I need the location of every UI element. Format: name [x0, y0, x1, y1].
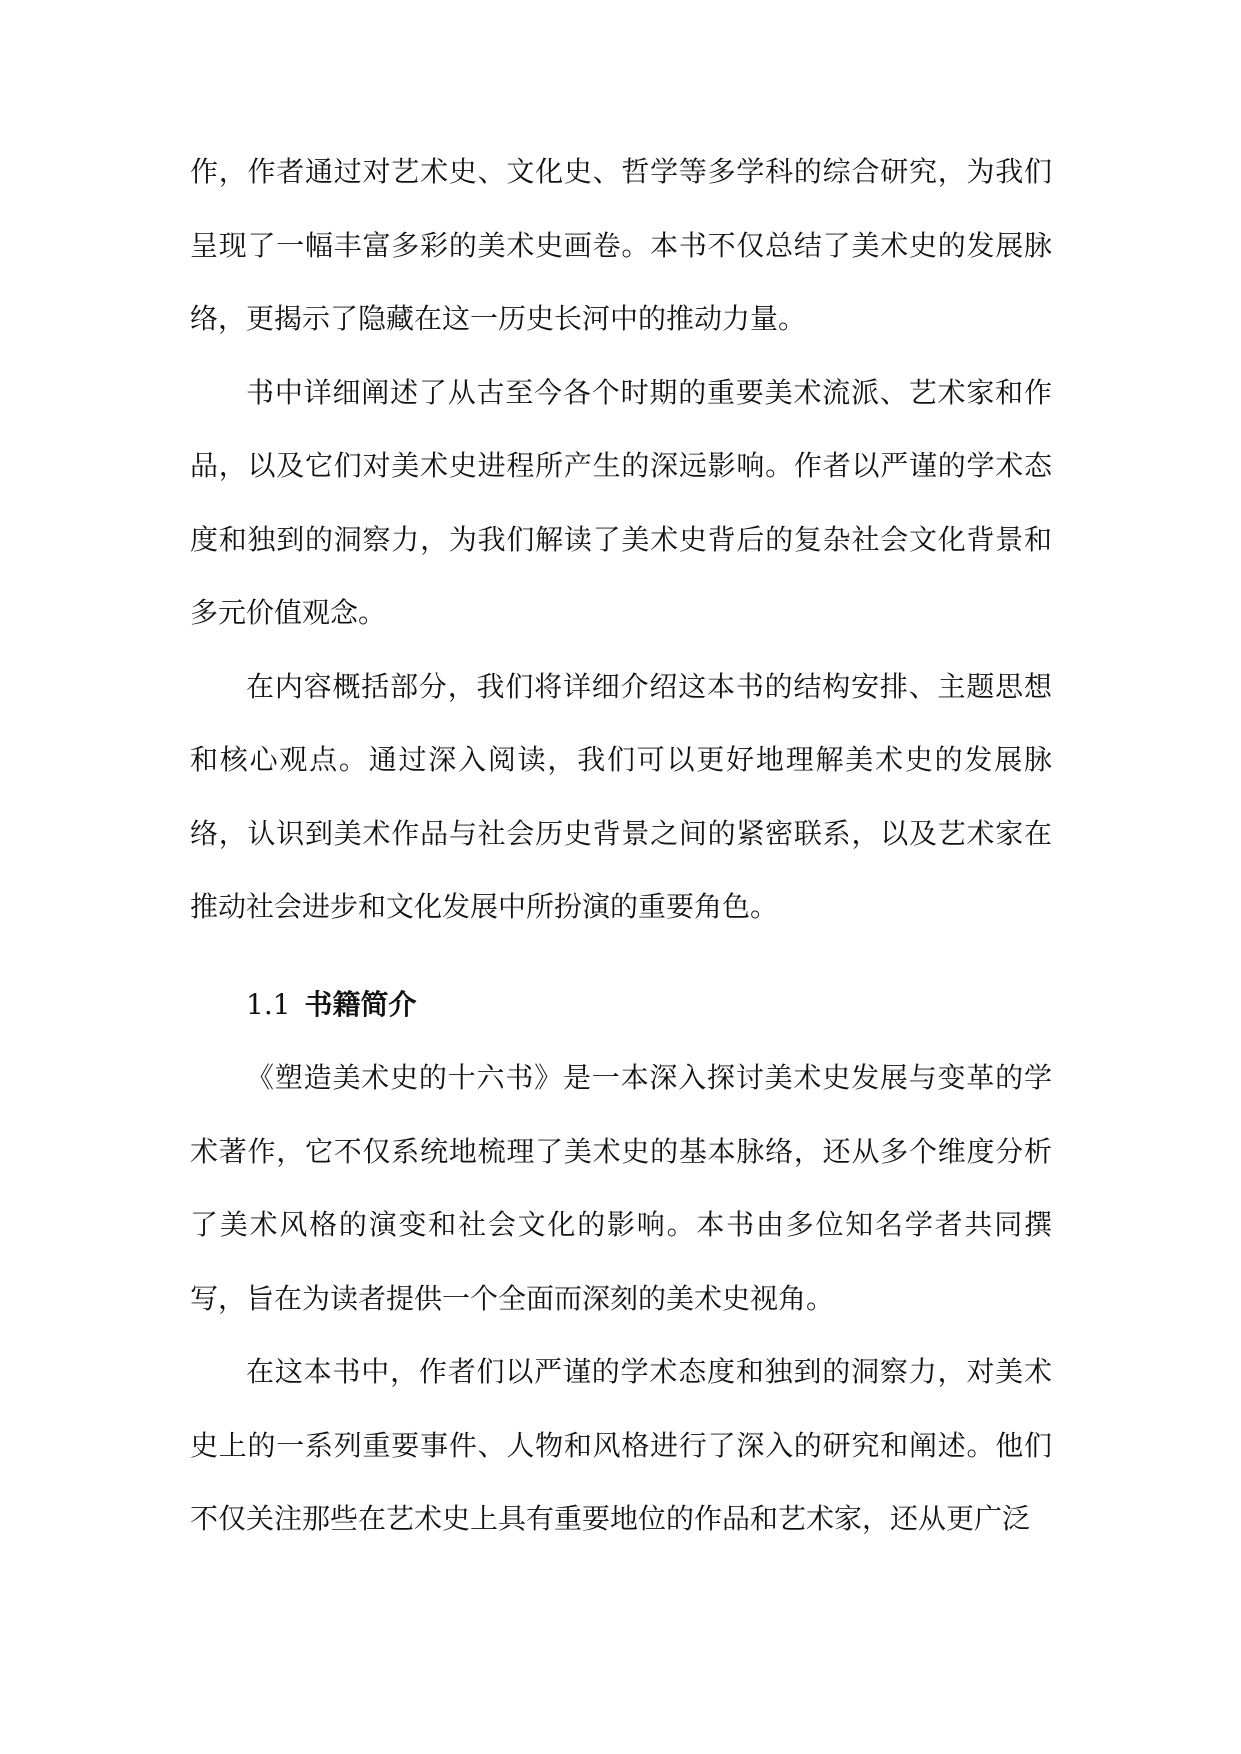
section-heading: [190, 968, 1052, 1042]
paragraph-authors-research: 在这本书中，作者们以严谨的学术态度和独到的洞察力，对美术史上的一系列重要事件、人物和风格进行了深入的研究和阐述。他们不仅关注那些在艺术史上具有重要地位的作品和艺术家，还从更广泛: [190, 1355, 1052, 1535]
section-title: 书籍简介: [304, 987, 417, 1021]
document-body: [190, 135, 1052, 1556]
paragraph-continuation: 作，作者通过对艺术史、文化史、哲学等多学科的综合研究，为我们呈现了一幅丰富多彩的美术史画卷。本书不仅总结了美术史的发展脉络，更揭示了隐藏在这一历史长河中的推动力量。: [190, 155, 1052, 335]
paragraph-art-schools: 书中详细阐述了从古至今各个时期的重要美术流派、艺术家和作品，以及它们对美术史进程所产生的深远影响。作者以严谨的学术态度和独到的洞察力，为我们解读了美术史背后的复杂社会文化背景和多元价值观念。: [190, 375, 1052, 629]
paragraph-book-intro: 《塑造美术史的十六书》是一本深入探讨美术史发展与变革的学术著作，它不仅系统地梳理了美术史的基本脉络，还从多个维度分析了美术风格的演变和社会文化的影响。本书由多位知名学者共同撰写，旨在为读者提供一个全面而深刻的美术史视角。: [190, 1061, 1052, 1315]
section-number: 1.1: [246, 987, 291, 1021]
paragraph-content-summary: 在内容概括部分，我们将详细介绍这本书的结构安排、主题思想和核心观点。通过深入阅读，我们可以更好地理解美术史的发展脉络，认识到美术作品与社会历史背景之间的紧密联系，以及艺术家在推动社会进步和文化发展中所扮演的重要角色。: [190, 669, 1052, 923]
